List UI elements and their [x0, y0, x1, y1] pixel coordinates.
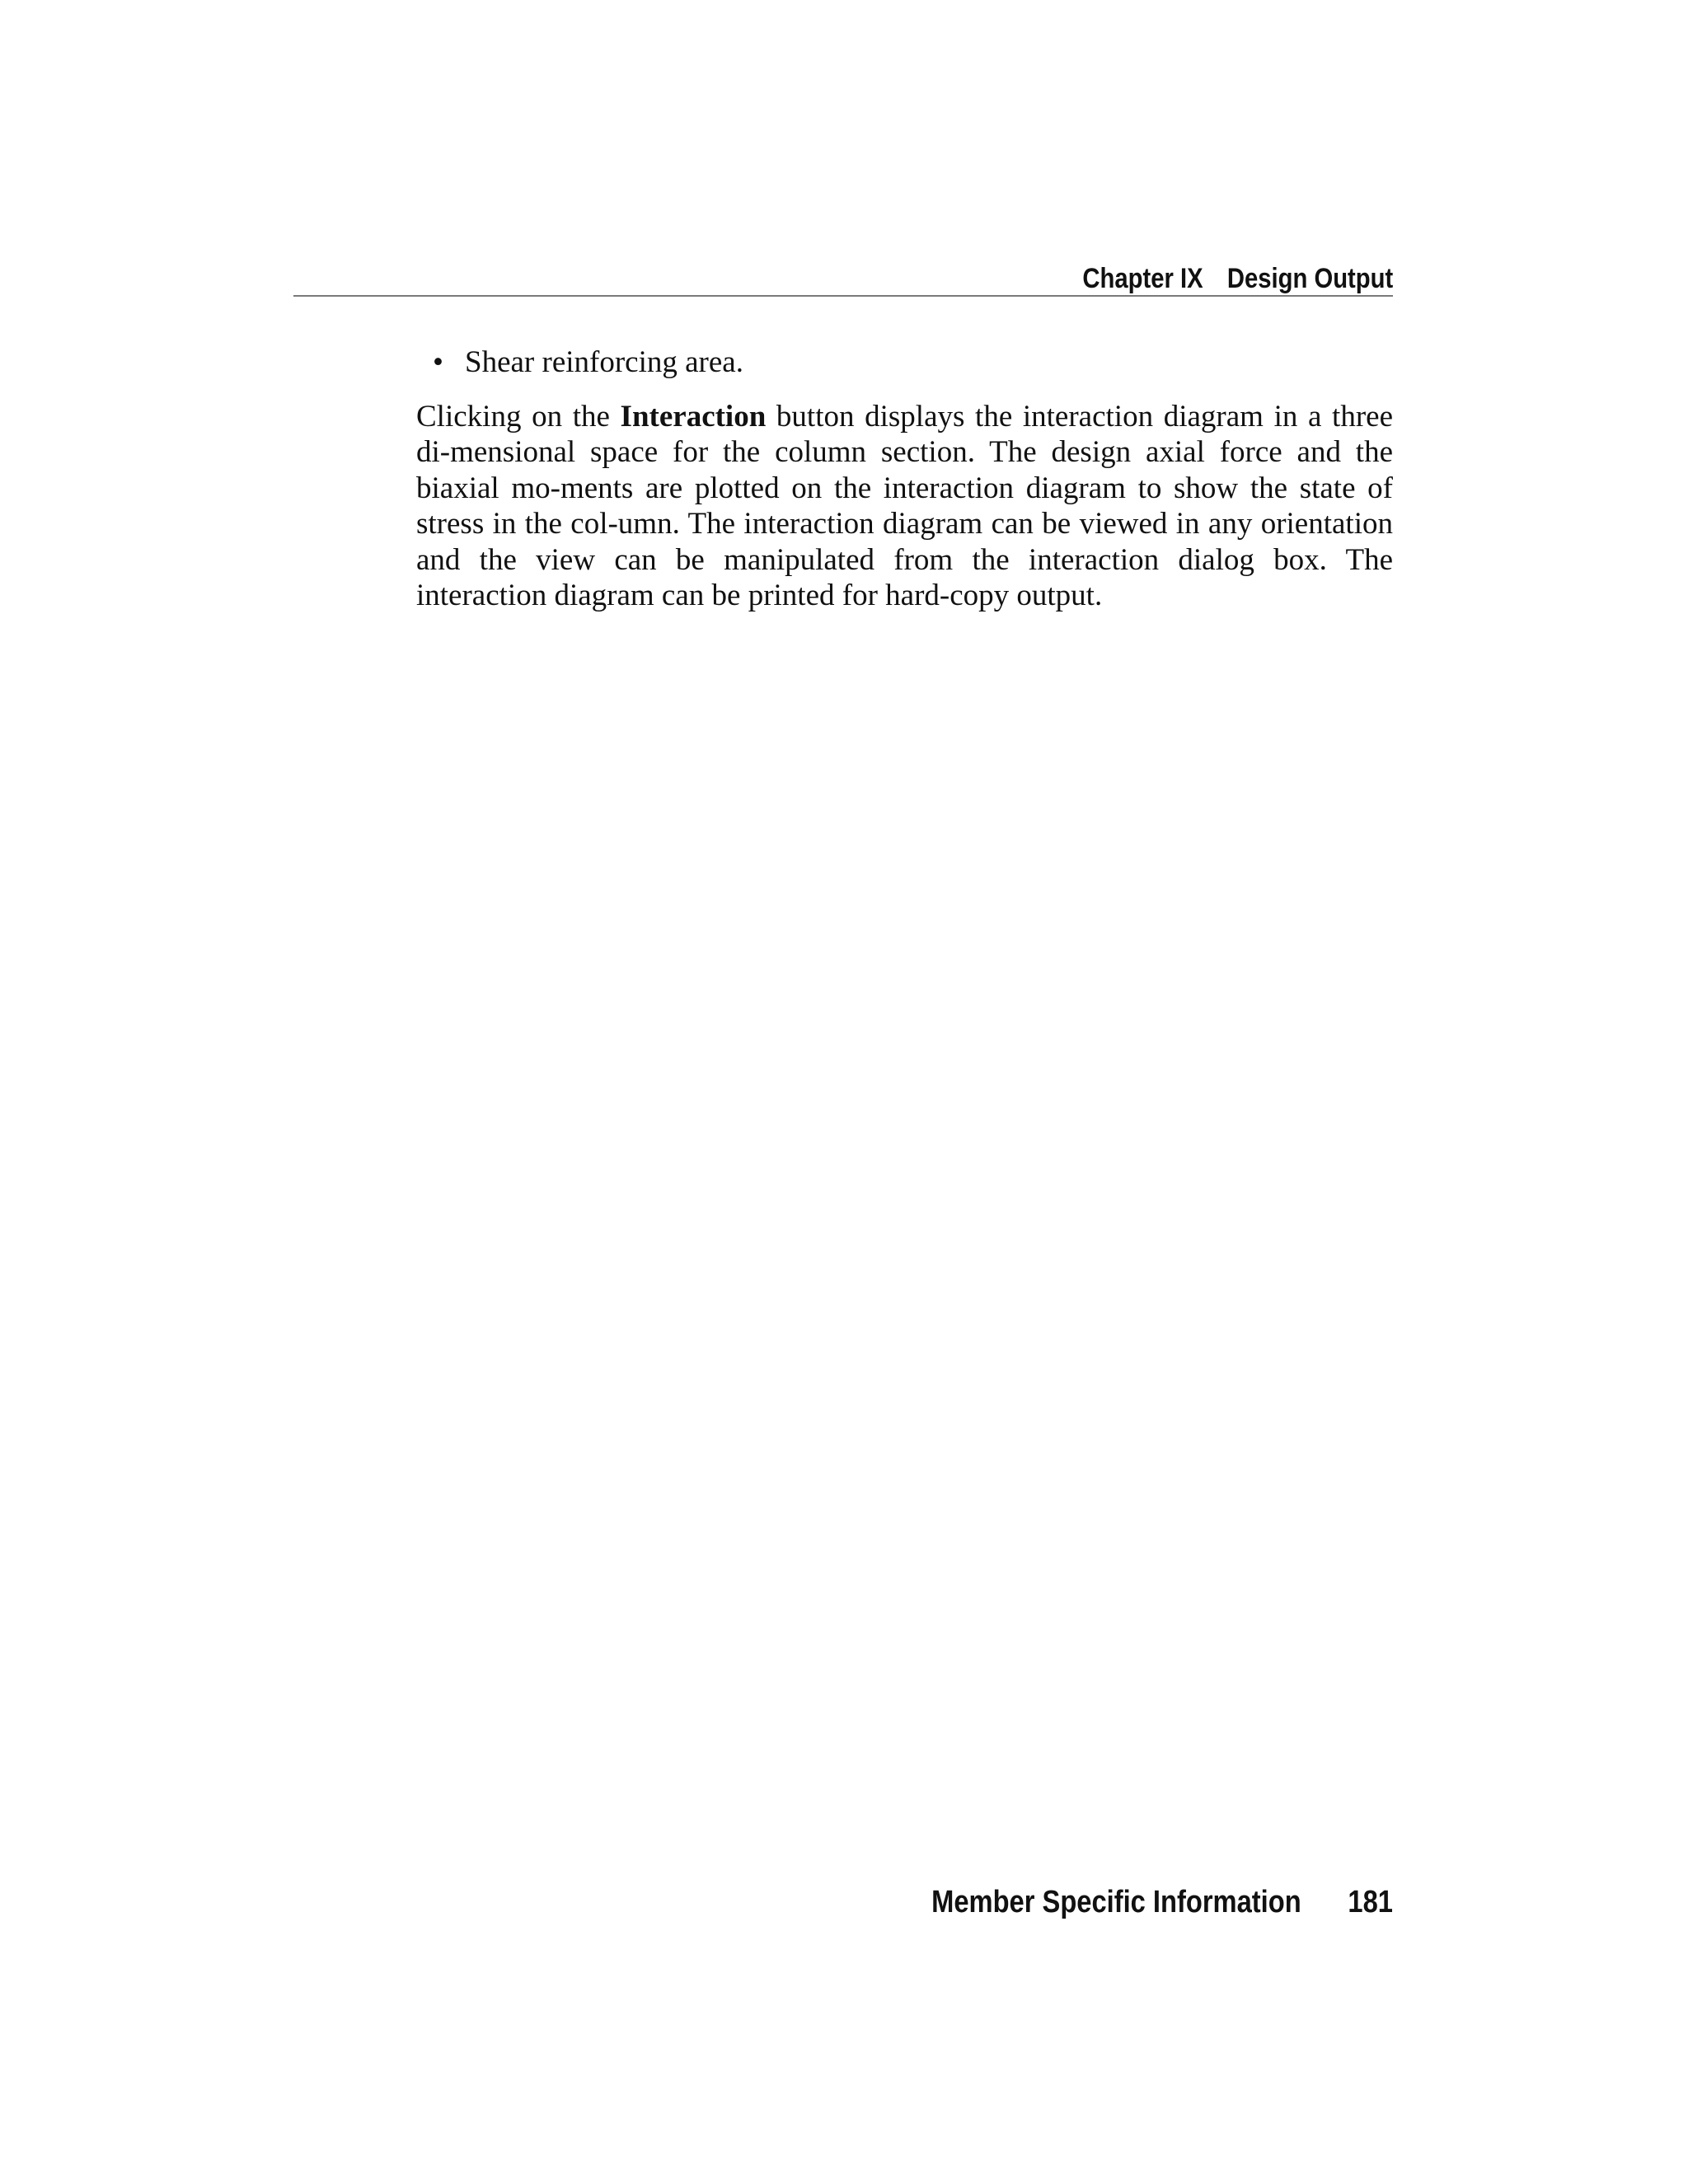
- header-title: Design Output: [1226, 263, 1393, 294]
- running-header: [293, 262, 1393, 297]
- page-content: [416, 344, 1393, 614]
- page-number: 181: [1348, 1885, 1393, 1919]
- bullet-text: Shear reinforcing area.: [465, 345, 743, 379]
- para-rest: button displays the interaction diagram in a three di-mensional space for the column section. The design axial force and the biaxial mo-ments are plotted on the interaction diagram to show the state of stress in the col-umn. The interaction diagram can be viewed in any orientation and the view can be manipulated from the interaction dialog box. The interaction diagram can be printed for hard-copy output.: [416, 399, 1393, 612]
- para-intro: Clicking on the: [416, 399, 621, 434]
- body-paragraph: [416, 399, 1393, 614]
- header-chapter: Chapter IX: [1082, 263, 1203, 294]
- bullet-item: [416, 344, 1393, 381]
- bullet-mark: •: [433, 345, 443, 379]
- running-footer: [931, 1884, 1393, 1920]
- interaction-term: Interaction: [620, 399, 767, 434]
- footer-section: Member Specific Information: [931, 1885, 1301, 1919]
- header-text: [1082, 262, 1393, 295]
